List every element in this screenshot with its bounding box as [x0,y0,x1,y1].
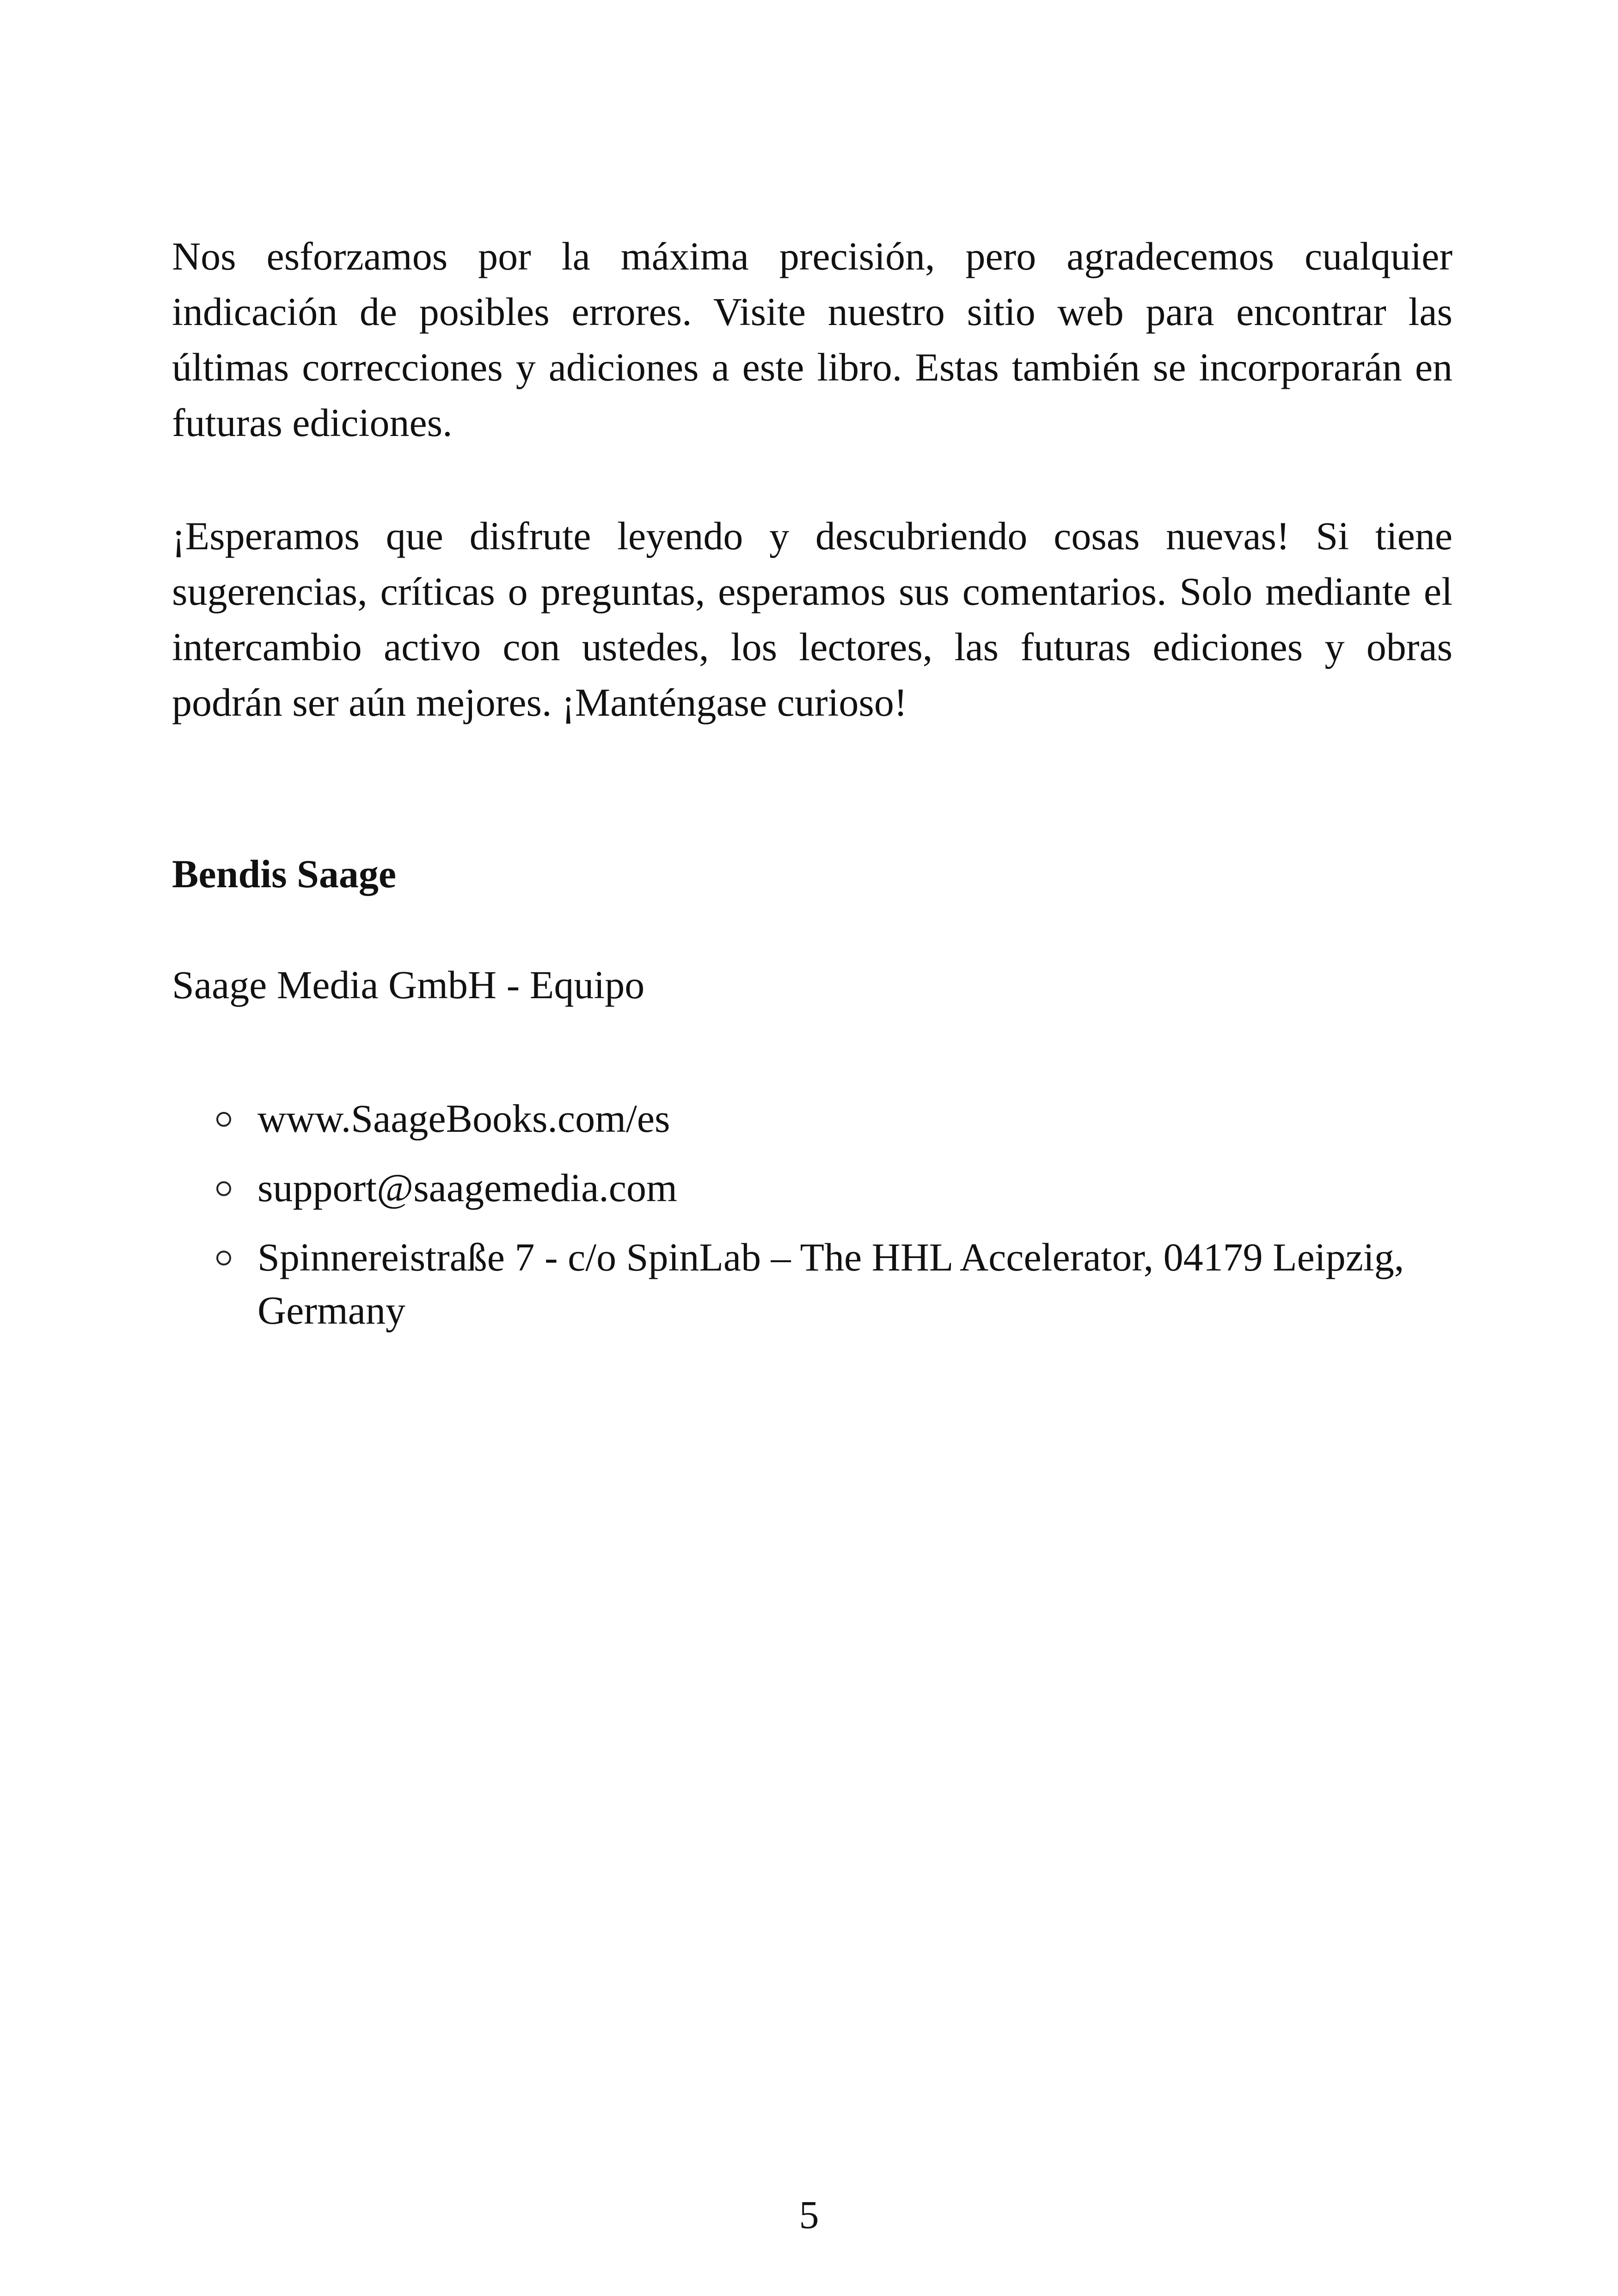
circle-bullet-icon [216,1181,231,1196]
contact-address-text: Spinnereistraße 7 - c/o SpinLab – The HHL Accelerator, 04179 Leipzig, Germany [257,1235,1404,1332]
author-name: Bendis Saage [172,852,397,896]
contact-list [172,1092,1420,1353]
contact-website[interactable] [172,1092,1420,1145]
contact-website-text[interactable]: www.SaageBooks.com/es [257,1096,670,1141]
company-team: Saage Media GmbH - Equipo [172,963,645,1007]
circle-bullet-icon [216,1112,231,1127]
circle-bullet-icon [216,1251,231,1265]
body-paragraph-2: ¡Esperamos que disfrute leyendo y descubriendo cosas nuevas! Si tiene sugerencias, críticas o preguntas, esperamos sus comentarios. Solo mediante el intercambio activo con ustedes, los lectores, las futuras ediciones y obras podrán ser aún mejores. ¡Manténgase curioso! [172,514,1453,724]
contact-email[interactable] [172,1161,1420,1215]
body-paragraph-1: Nos esforzamos por la máxima precisión, pero agradecemos cualquier indicación de posibles errores. Visite nuestro sitio web para encontrar las últimas correcciones y adiciones a este libro. Estas también se incorporarán en futuras ediciones. [172,234,1453,445]
page-number: 5 [799,2192,819,2237]
contact-email-text[interactable]: support@saagemedia.com [257,1166,677,1210]
contact-address [172,1231,1420,1337]
